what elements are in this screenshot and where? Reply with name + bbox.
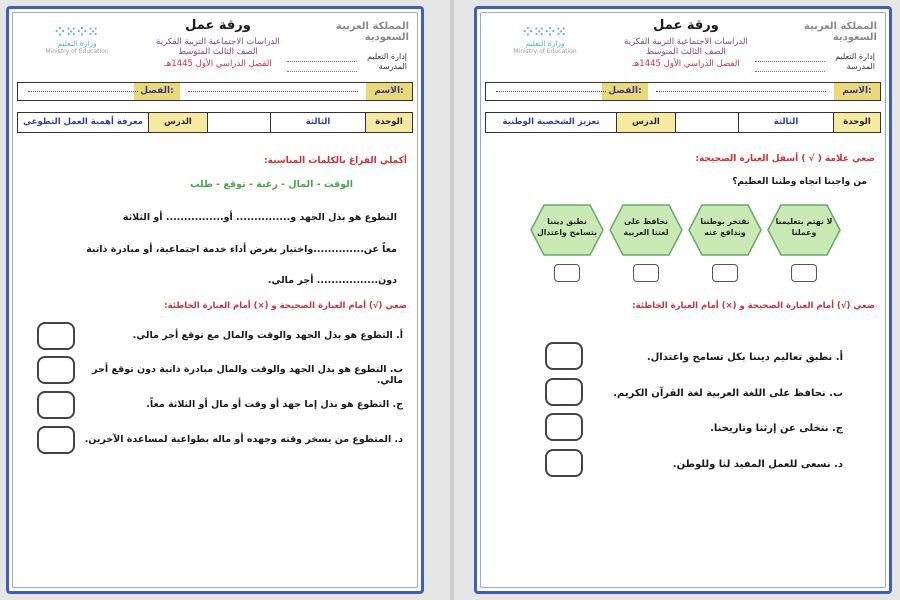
tf-instruction: ضعي (√) أمام العبارة الصحيحة و (×) أمام العبارة الخاطئة:	[632, 301, 875, 311]
unit-value: الثالثة	[270, 113, 365, 132]
tf-instruction: ضعي (√) أمام العبارة الصحيحة و (×) أمام العبارة الخاطئة:	[164, 301, 407, 311]
grade-line: الصف الثالث المتوسط	[646, 47, 726, 57]
fill-line-2: معاً عن..............واختيار بغرض أداء خدمة اجتماعية، أو مبادرة ذاتية	[86, 244, 397, 255]
answer-box-c[interactable]	[545, 413, 583, 441]
statement-c: ج. نتخلى عن إرثنا وتاريخنا.	[710, 423, 843, 434]
statement-b: ب. التطوع هو بذل الجهد والوقت والمال مبادرة ذاتية دون توقع أجر مالي.	[92, 364, 403, 386]
answer-box-b[interactable]	[545, 378, 583, 406]
option-hex-1: لا نهتم بتعليمنا وعملنا	[767, 204, 841, 256]
school-label: المدرسة	[846, 62, 875, 71]
school-label: المدرسة	[378, 62, 407, 71]
grade-line: الصف الثالث المتوسط	[178, 47, 258, 57]
name-label: الاسم:	[834, 83, 880, 100]
lesson-value: معرفة أهمية العمل التطوعي	[23, 117, 143, 127]
name-field[interactable]	[656, 91, 826, 92]
vision-logo: ⁘⁙⁘⁙ وزارة التعليم Ministry of Education	[513, 25, 577, 55]
mark-instruction: ضعي علامة ( √ ) أسفل العبارة الصحيحة:	[695, 154, 875, 164]
unit-label: الوحدة	[833, 113, 880, 132]
fill-instruction: أكملي الفراغ بالكلمات المناسبة:	[264, 156, 407, 166]
statement-d: د. نسعى للعمل المفيد لنا وللوطن.	[672, 459, 843, 470]
worksheet-page-right	[474, 6, 892, 594]
kingdom-emblem: المملكة العربية السعودية	[804, 21, 877, 43]
vision-logo: ⁘⁙⁘⁙ وزارة التعليم Ministry of Education	[45, 25, 109, 55]
class-field[interactable]	[496, 91, 606, 92]
subject-line: الدراسات الاجتماعية التربية الفكرية	[156, 37, 280, 47]
option-hex-2: نفتخر بوطننا وندافع عنه	[688, 204, 762, 256]
worksheet-title: ورقة عمل	[653, 18, 719, 33]
kingdom-emblem: المملكة العربية السعودية	[336, 21, 409, 43]
answer-box-b[interactable]	[37, 356, 75, 384]
option-check-2[interactable]	[712, 264, 738, 282]
unit-lesson-bar	[485, 112, 881, 133]
term-line: الفصل الدراسي الأول 1445هـ	[632, 59, 740, 69]
option-hex-3: نحافظ على لغتنا العربية	[609, 204, 683, 256]
class-field[interactable]	[28, 91, 138, 92]
name-class-bar	[17, 82, 413, 101]
class-label: الفصل:	[602, 83, 648, 100]
unit-value: الثالثة	[738, 113, 833, 132]
admin-label: إدارة التعليم	[367, 52, 407, 61]
statement-a: أ. نطبق تعاليم ديننا بكل تسامح واعتدال.	[646, 352, 843, 363]
page-separator	[450, 0, 454, 600]
answer-box-a[interactable]	[37, 322, 75, 350]
answer-box-d[interactable]	[37, 426, 75, 454]
worksheet-title: ورقة عمل	[185, 18, 251, 33]
statement-b: ب. نحافظ على اللغة العربية لغة القرآن الكريم.	[613, 388, 843, 399]
word-bank: الوقت - المال - رغبة - توقع - طلب	[189, 179, 353, 190]
option-check-3[interactable]	[633, 264, 659, 282]
unit-lesson-bar	[17, 112, 413, 133]
lesson-value: تعزيز الشخصية الوطنية	[502, 117, 600, 127]
statement-a: أ. التطوع هو بذل الجهد والوقت والمال مع توقع أجر مالي.	[132, 330, 403, 341]
subject-line: الدراسات الاجتماعية التربية الفكرية	[624, 37, 748, 47]
option-check-1[interactable]	[791, 264, 817, 282]
option-hex-4: نطبق ديننا بتسامح واعتدال	[530, 204, 604, 256]
answer-box-d[interactable]	[545, 449, 583, 477]
lesson-label: الدرس	[148, 113, 207, 132]
lesson-label: الدرس	[616, 113, 675, 132]
admin-label: إدارة التعليم	[835, 52, 875, 61]
class-label: الفصل:	[134, 83, 180, 100]
statement-d: د. المتطوع من يسخر وقته وجهده أو ماله بطواعية لمساعدة الآخرين.	[84, 434, 403, 445]
worksheet-page-left	[6, 6, 424, 594]
name-label: الاسم:	[366, 83, 412, 100]
answer-box-a[interactable]	[545, 342, 583, 370]
statement-c: ج. التطوع هو بذل إما جهد أو وقت أو مال أو الثلاثة معاً.	[146, 399, 403, 410]
name-class-bar	[485, 82, 881, 101]
option-check-4[interactable]	[554, 264, 580, 282]
question: من واجبنا اتجاه وطننا العظيم؟	[732, 177, 867, 187]
answer-box-c[interactable]	[37, 391, 75, 419]
term-line: الفصل الدراسي الأول 1445هـ	[164, 59, 272, 69]
fill-line-3: دون................. أجر مالي.	[267, 275, 397, 286]
fill-line-1: التطوع هو بذل الجهد و............... أو................ أو الثلاثة	[122, 212, 397, 223]
unit-label: الوحدة	[365, 113, 412, 132]
name-field[interactable]	[188, 91, 358, 92]
